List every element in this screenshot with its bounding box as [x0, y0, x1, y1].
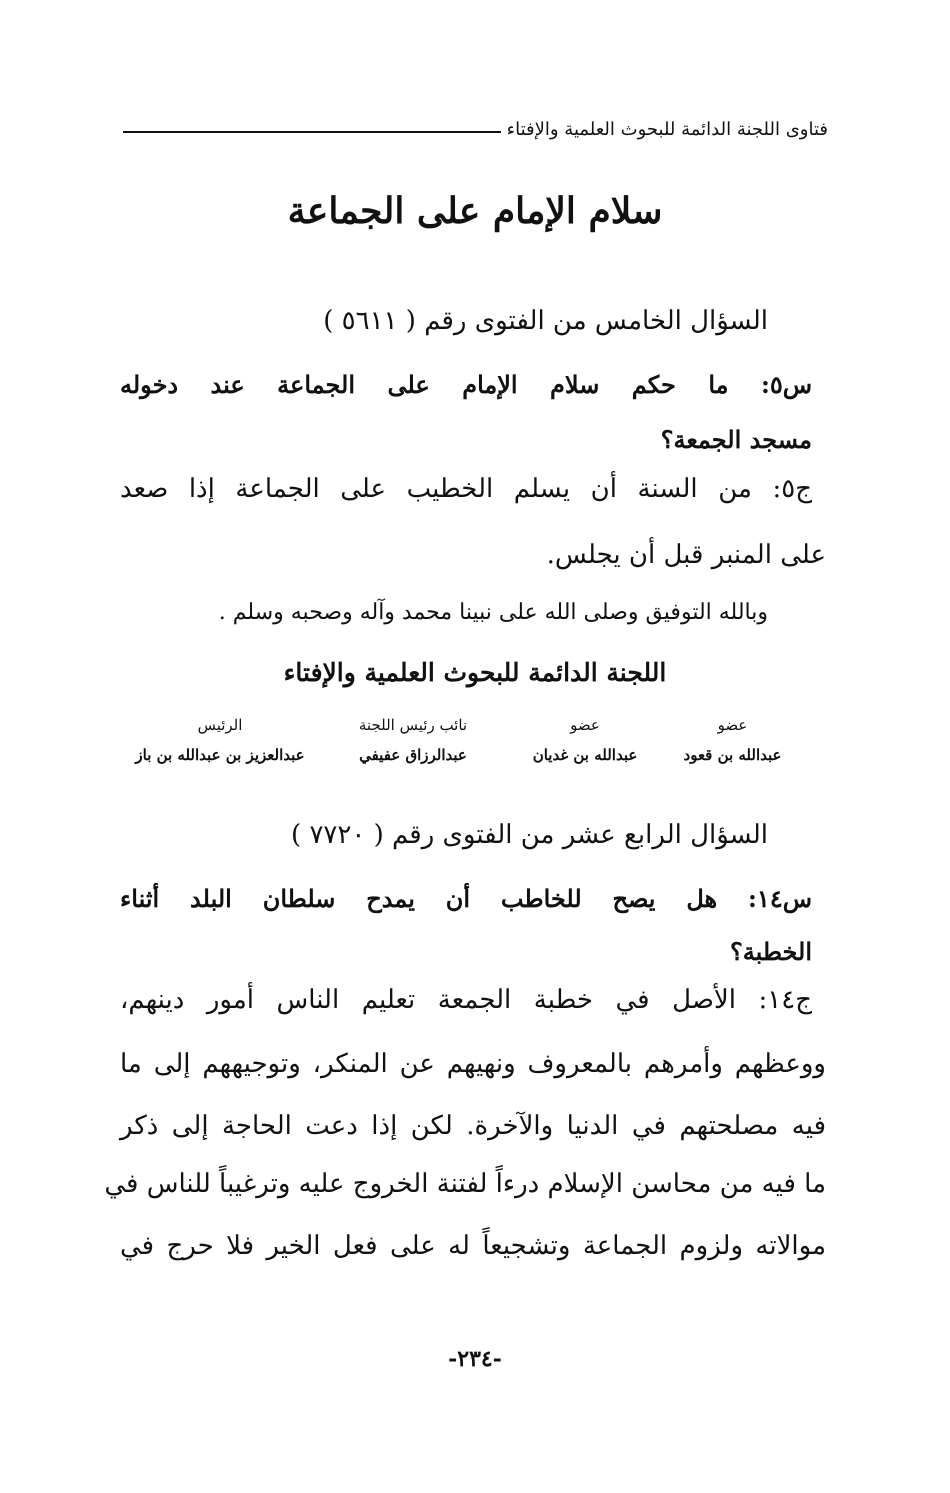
committee-name: اللجنة الدائمة للبحوث العلمية والإفتاء — [283, 658, 667, 687]
fatwa1-question-line2: مسجد الجمعة؟ — [660, 425, 812, 454]
page-title: سلام الإمام على الجماعة — [287, 190, 663, 232]
running-header — [123, 119, 828, 140]
signature-name: عبدالله بن غديان — [532, 746, 638, 764]
fatwa1-answer-line2: على المنبر قبل أن يجلس. — [546, 540, 826, 570]
fatwa1-answer-line1: ج٥: من السنة أن يسلم الخطيب على الجماعة إذا صعد — [120, 474, 812, 504]
fatwa1-closing: وبالله التوفيق وصلى الله على نبينا محمد وآله وصحبه وسلم . — [218, 600, 768, 625]
signature-name: عبدالعزيز بن عبدالله بن باز — [135, 746, 305, 764]
fatwa2-answer-line1: ج١٤: الأصل في خطبة الجمعة تعليم الناس أمور دينهم، — [120, 985, 812, 1015]
page-number: -٢٣٤- — [448, 1346, 502, 1372]
fatwa2-question-line2: الخطبة؟ — [729, 937, 812, 966]
fatwa2-answer-line2: ووعظهم وأمرهم بالمعروف ونهيهم عن المنكر، وتوجيههم إلى ما — [120, 1049, 826, 1079]
signature-name: عبدالرزاق عفيفي — [359, 746, 467, 764]
fatwa1-question-line1: س٥: ما حكم سلام الإمام على الجماعة عند دخوله — [120, 370, 812, 399]
signature-role: عضو — [570, 716, 600, 734]
signature-vice-president — [338, 716, 488, 764]
signature-role: نائب رئيس اللجنة — [358, 716, 468, 734]
signature-president — [125, 716, 315, 764]
signature-member-1 — [525, 716, 645, 764]
running-header-title: فتاوى اللجنة الدائمة للبحوث العلمية والإفتاء — [506, 119, 828, 140]
signature-role: عضو — [717, 716, 748, 734]
fatwa2-answer-line3: فيه مصلحتهم في الدنيا والآخرة. لكن إذا دعت الحاجة إلى ذكر — [120, 1111, 826, 1141]
fatwa2-question-line1: س١٤: هل يصح للخاطب أن يمدح سلطان البلد أثناء — [120, 884, 812, 913]
fatwa2-answer-line5: موالاته ولزوم الجماعة وتشجيعاً له على فعل الخير فلا حرج في — [120, 1231, 826, 1261]
signature-name: عبدالله بن قعود — [683, 746, 782, 764]
signature-member-2 — [675, 716, 790, 764]
fatwa2-answer-line4: ما فيه من محاسن الإسلام درءاً لفتنة الخروج عليه وترغيباً للناس في — [104, 1169, 826, 1199]
header-rule — [123, 131, 501, 133]
fatwa2-heading: السؤال الرابع عشر من الفتوى رقم ( ٧٧٢٠ ) — [291, 820, 768, 850]
signature-role: الرئيس — [197, 716, 243, 734]
fatwa1-heading: السؤال الخامس من الفتوى رقم ( ٥٦١١ ) — [323, 306, 768, 336]
